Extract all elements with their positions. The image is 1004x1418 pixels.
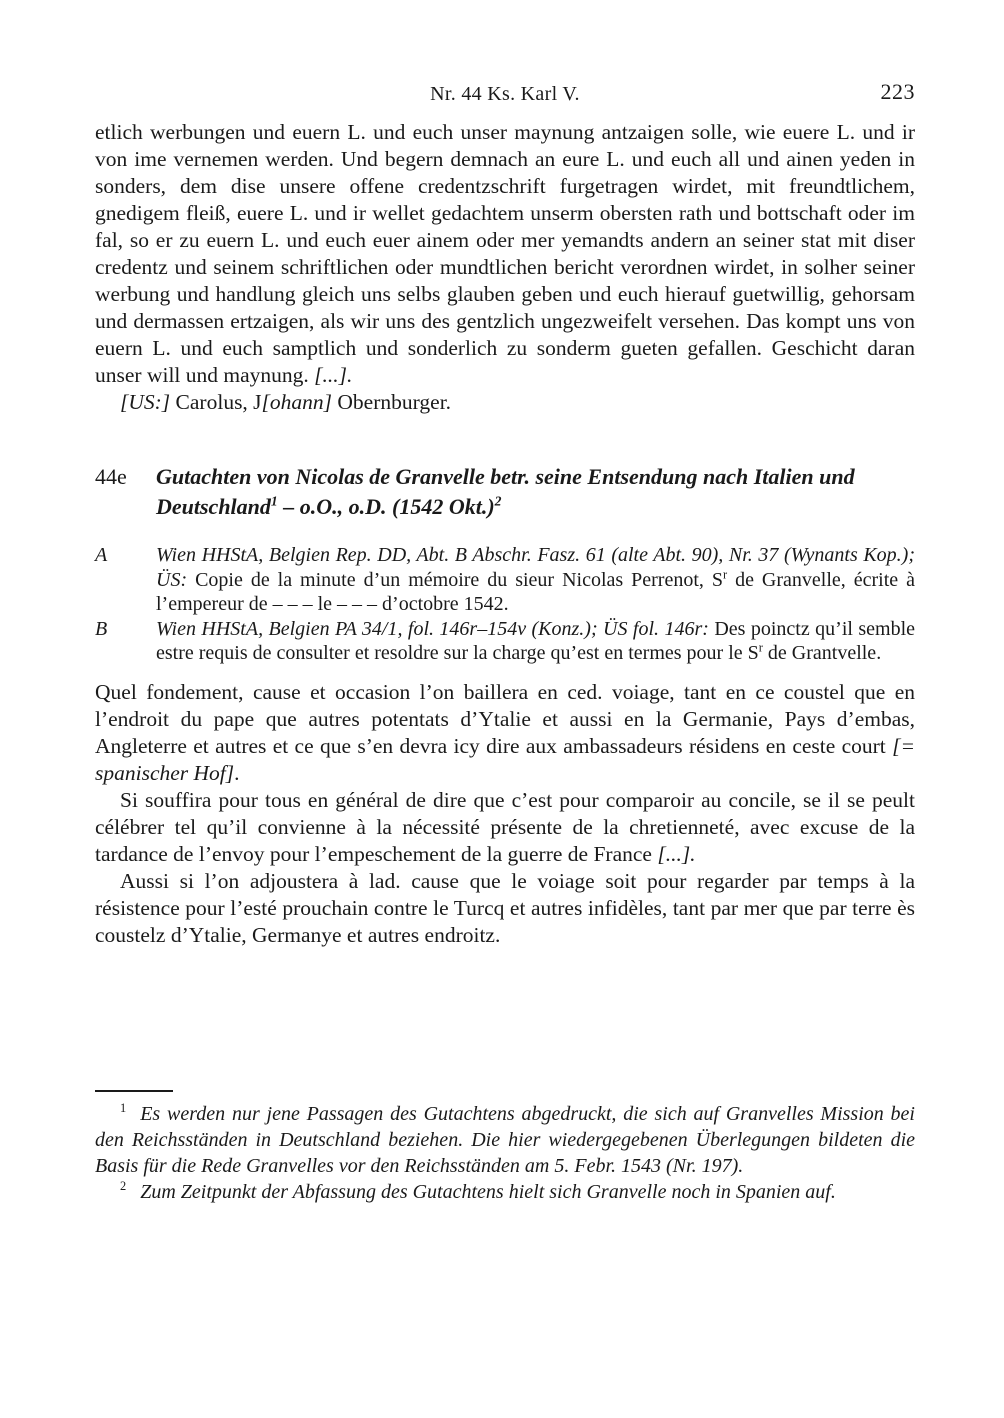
us-abbreviation: [US:] — [120, 390, 171, 414]
overline-summary: Des poinctz qu’il semble estre requis de consulter et resoldre sur la charge qu’est en termes pour le S — [156, 617, 916, 664]
footnote-1-marker: 1 — [120, 1101, 127, 1116]
name-expansion: [ohann] — [261, 390, 333, 414]
superscript-r: r — [722, 566, 728, 581]
footnote-separator-rule — [95, 1090, 173, 1092]
footnote-1 — [95, 1101, 915, 1179]
signature-line — [95, 389, 915, 416]
signature-surname: Obernburger. — [332, 390, 452, 414]
overline-summary: Copie de la minute d’un mémoire du sieur Nicolas Perrenot, S — [195, 568, 723, 591]
apparatus-text-b — [156, 617, 915, 666]
editorial-gloss: [= spanischer Hof] — [95, 733, 915, 785]
footnote-2-text: Zum Zeitpunkt der Abfassung des Gutachtens hielt sich Granvelle noch in Spanien auf. — [140, 1181, 836, 1203]
footnote-1-text: Es werden nur jene Passagen des Gutachtens abgedruckt, die sich auf Granvelles Mission bei den Reichsständen in Deutschland beziehen. Die hier wiedergegebenen Überlegungen bildeten die Basis für die Rede Granvelles vor den Reichsständen am 5. Febr. 1543 (Nr. 197). — [95, 1103, 915, 1177]
memo-text: Si souffira pour tous en général de dire que c’est pour comparoir au concile, se il se peult célébrer tel qu’il convienne à la nécessité présente de la chretienneté, avec excuse de la tardance de l’envoy pour l’empeschement de la guerre de France — [95, 787, 915, 866]
editorial-ellipsis: [...]. — [314, 363, 353, 387]
source-apparatus — [95, 543, 915, 666]
letter-paragraph — [95, 119, 915, 389]
memo-text: Quel fondement, cause et occasion l’on baillera en ced. voiage, tant en ce coustel que en l’endroit du pape que autres potentats d’Ytalie et aussi en la Germanie, Pays d’embas, Angleterre et autres et ce que s’en devra icy dire aux ambassadeurs résidens en ceste court — [95, 679, 915, 758]
running-header — [95, 79, 915, 106]
memo-text: Aussi si l’on adjoustera à lad. cause que le voiage soit pour regarder par temps à la résistence pour l’esté prouchain contre le Turcq et autres infidèles, tant par mer que par terre ès coustelz d’Ytalie, Germanye et autres endroitz. — [95, 868, 915, 947]
running-title: Nr. 44 Ks. Karl V. — [430, 83, 580, 105]
footnote-ref-2: 2 — [494, 493, 502, 509]
document-title — [156, 462, 915, 522]
overline-summary-end: de Grantvelle. — [762, 642, 882, 664]
apparatus-entry-a — [95, 543, 915, 617]
apparatus-text-a — [156, 543, 915, 617]
document-date: – o.O., o.D. (1542 Okt.) — [277, 494, 495, 519]
memo-paragraph-2 — [95, 787, 915, 868]
apparatus-entry-b — [95, 617, 915, 666]
archive-reference: Wien HHStA, Belgien PA 34/1, fol. 146r–154v (Konz.); ÜS fol. 146r: — [156, 617, 709, 640]
document-heading — [95, 462, 915, 522]
memo-body — [95, 679, 915, 949]
letter-continuation — [95, 119, 915, 416]
editorial-ellipsis: [...]. — [657, 841, 696, 866]
document-number: 44e — [95, 464, 127, 489]
footnotes-section — [95, 1090, 915, 1205]
superscript-r: r — [758, 640, 763, 655]
apparatus-label-b: B — [95, 617, 108, 640]
archive-reference: Wien HHStA, Belgien Rep. DD, Abt. B Abschr. Fasz. 61 (alte Abt. 90), Nr. 37 (Wynants Kop.); ÜS: — [156, 544, 915, 591]
letter-body-text: etlich werbungen und euern L. und euch unser maynung antzaigen solle, wie euere L. und ir von ime vernemen werden. Und begern demnach an eure L. und euch all und ainen yeden in sonders, dem dise unsere offene credentzschrift furgetragen wirdet, mit freundtlichem, gnedigem fleiß, euere L. und ir wellet gedachtem unserm obersten rath und bottschaft oder im fal, so er zu euern L. und euch euer ainem oder mer yemandts andern an seiner stat mit diser credentz und seinem schriftlichen oder mundtlichen bericht verordnen wirdet, in solher seiner werbung und handlung gleich uns selbs glauben geben und euch hierauf guetwillig, gehorsam und dermassen ertzaigen, als wir uns des gentzlich ungezweifelt versehen. Das kompt uns von euern L. und euch samptlich und sonderlich zu sonderm gueten gefallen. Geschicht daran unser will und maynung. — [95, 120, 915, 387]
signature-name: Carolus, J — [170, 390, 262, 414]
footnote-ref-1: 1 — [270, 493, 278, 509]
footnote-2 — [95, 1179, 915, 1205]
page-number: 223 — [880, 79, 915, 104]
footnote-2-marker: 2 — [120, 1179, 127, 1194]
memo-paragraph-3 — [95, 868, 915, 949]
apparatus-label-a: A — [95, 544, 108, 566]
overline-summary-end: de Granvelle, écrite à l’empereur de – – – le – – – d’octobre 1542. — [156, 568, 915, 615]
document-title-text: Gutachten von Nicolas de Granvelle betr. seine Entsendung nach Italien und Deutschland — [156, 464, 855, 519]
sentence-end: . — [234, 760, 240, 785]
memo-paragraph-1 — [95, 679, 915, 787]
